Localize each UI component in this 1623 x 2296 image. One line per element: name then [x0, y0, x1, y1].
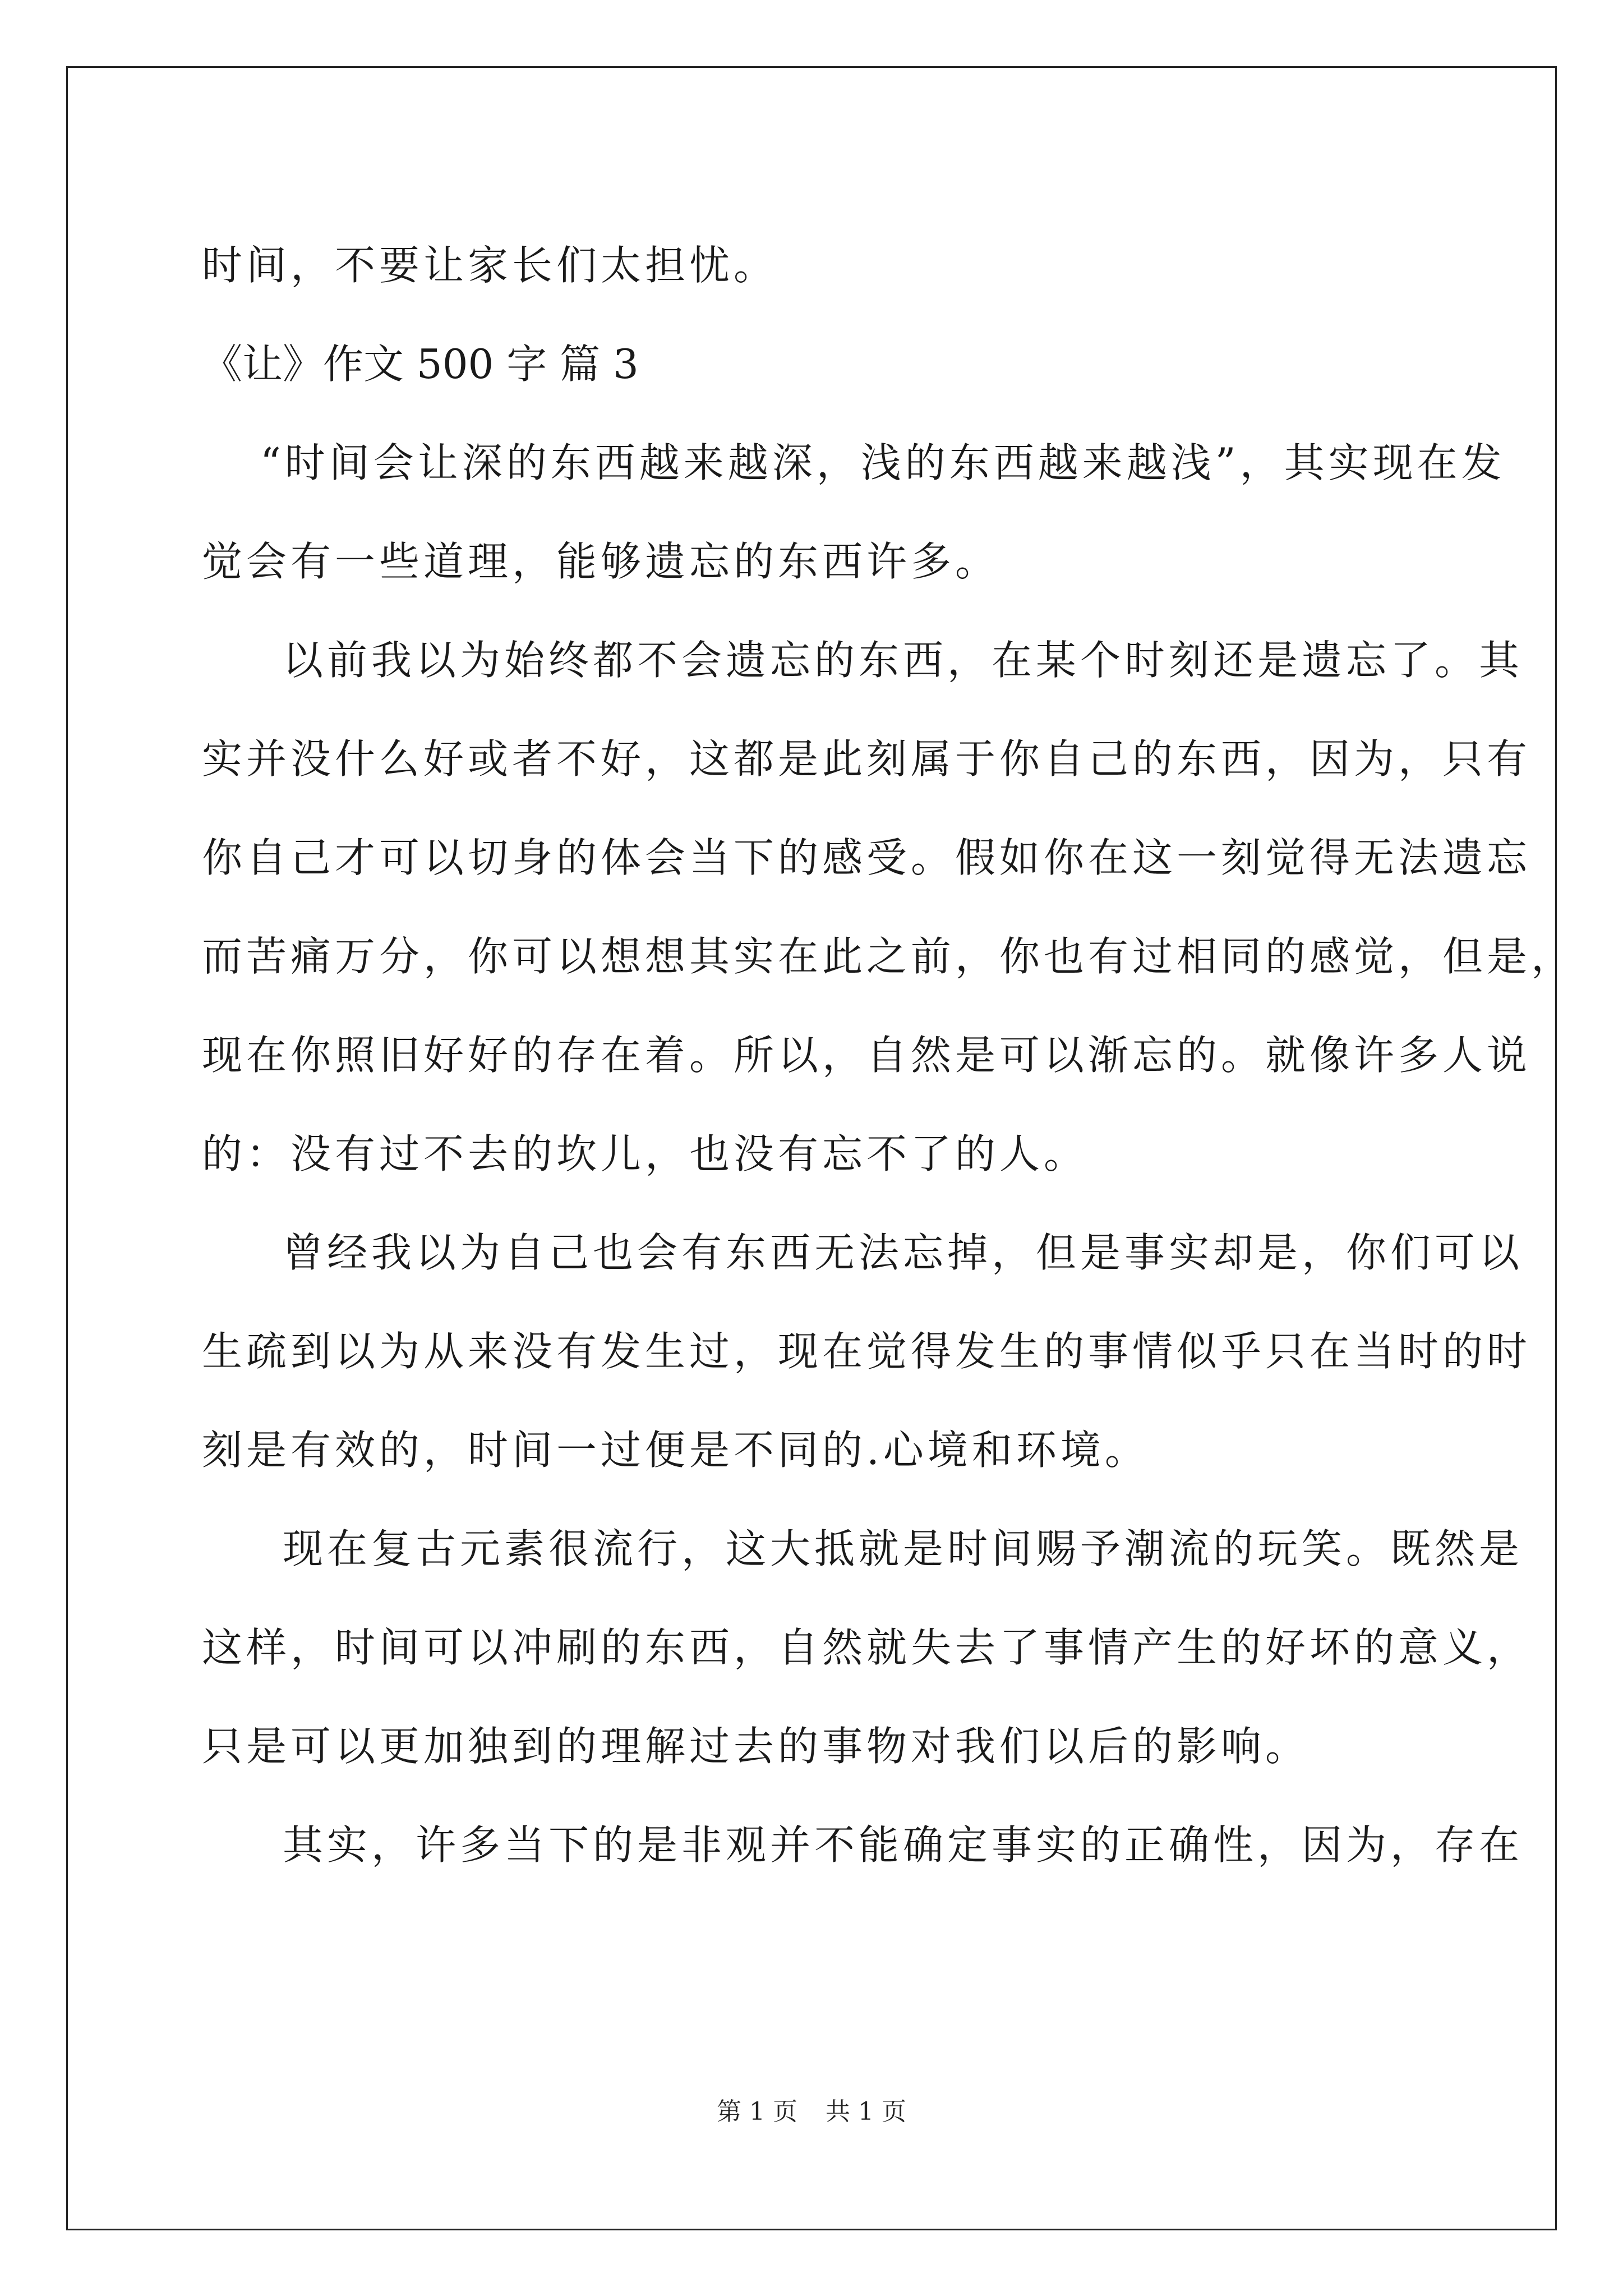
- section-heading: 《让》作文 500 字 篇 3: [202, 341, 639, 388]
- paragraph-line: “时间会让深的东西越来越深，浅的东西越来越浅”，其实现在发: [260, 439, 1506, 486]
- paragraph-line: 现在你照旧好好的存在着。所以，自然是可以渐忘的。就像许多人说: [202, 1032, 1532, 1079]
- paragraph-line: 你自己才可以切身的体会当下的感受。假如你在这一刻觉得无法遗忘: [202, 834, 1532, 881]
- paragraph-line: 现在复古元素很流行，这大抵就是时间赐予潮流的玩笑。既然是: [283, 1525, 1524, 1572]
- paragraph-line: 这样，时间可以冲刷的东西，自然就失去了事情产生的好坏的意义，: [202, 1624, 1532, 1671]
- page-total: 共 1 页: [826, 2097, 906, 2126]
- paragraph-line: 只是可以更加独到的理解过去的事物对我们以后的影响。: [202, 1723, 1310, 1770]
- paragraph-line: 曾经我以为自己也会有东西无法忘掉，但是事实却是，你们可以: [283, 1229, 1524, 1276]
- paragraph-line: 的：没有过不去的坎儿，也没有忘不了的人。: [202, 1130, 1089, 1177]
- paragraph-line: 以前我以为始终都不会遗忘的东西，在某个时刻还是遗忘了。其: [283, 637, 1524, 684]
- page-number: 第 1 页: [717, 2097, 797, 2126]
- paragraph-line: 其实，许多当下的是非观并不能确定事实的正确性，因为，存在: [283, 1821, 1524, 1869]
- paragraph-line: 刻是有效的，时间一过便是不同的.心境和环境。: [202, 1427, 1149, 1474]
- paragraph-line: 觉会有一些道理，能够遗忘的东西许多。: [202, 538, 1000, 585]
- paragraph-line: 时间，不要让家长们太担忧。: [202, 242, 778, 289]
- paragraph-line: 实并没什么好或者不好，这都是此刻属于你自己的东西，因为，只有: [202, 735, 1532, 783]
- page-footer: [0, 2095, 1623, 2129]
- document-body: [202, 216, 1576, 1894]
- paragraph-line: 生疏到以为从来没有发生过，现在觉得发生的事情似乎只在当时的时: [202, 1328, 1532, 1375]
- paragraph-line: 而苦痛万分，你可以想想其实在此之前，你也有过相同的感觉，但是，: [202, 933, 1576, 980]
